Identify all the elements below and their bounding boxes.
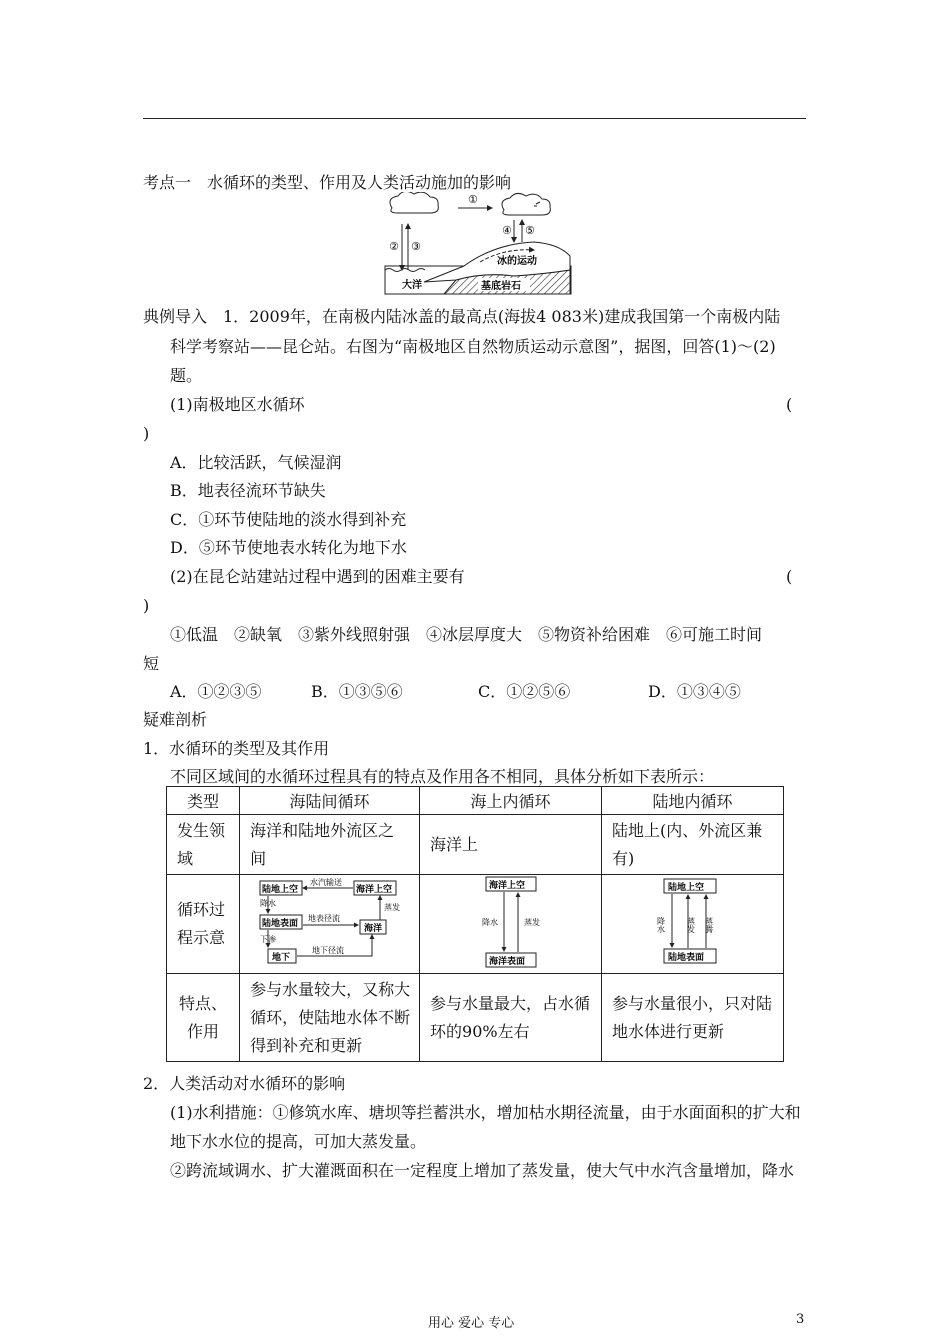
label-1: ① bbox=[468, 193, 478, 206]
q2-option-c: C．①②⑤⑥ bbox=[478, 682, 571, 701]
table-header: 海陆间循环 bbox=[240, 787, 420, 815]
q1-option-c: C．①环节使陆地的淡水得到补充 bbox=[170, 510, 407, 529]
answer-paren-close: ) bbox=[143, 424, 150, 443]
header-rule bbox=[143, 118, 806, 119]
svg-text:陆地表面: 陆地表面 bbox=[668, 953, 705, 963]
ocean-cycle-diagram bbox=[420, 875, 600, 969]
svg-text:下渗: 下渗 bbox=[260, 935, 277, 944]
page-number: 3 bbox=[796, 1312, 805, 1327]
table-cell: 参与水量很小，只对陆 地水体进行更新 bbox=[602, 974, 784, 1062]
table-cell: 陆地上(内、外流区兼 有) bbox=[602, 815, 784, 875]
table-header: 类型 bbox=[167, 787, 240, 815]
table-cell: 发生领 域 bbox=[167, 815, 240, 875]
svg-text:海洋: 海洋 bbox=[364, 924, 383, 934]
question-1-stem: (1)南极地区水循环 bbox=[170, 395, 305, 414]
answer-paren-close: ) bbox=[143, 596, 150, 615]
label-4: ④ bbox=[502, 224, 512, 237]
example-intro-line2: 科学考察站——昆仑站。右图为“南极地区自然物质运动示意图”，据图，回答(1)～(2) bbox=[170, 337, 776, 356]
example-intro-line3: 题。 bbox=[170, 366, 203, 385]
label-2: ② bbox=[389, 240, 399, 253]
table-cell bbox=[420, 875, 602, 974]
analysis-sub1-desc: 不同区域间的水循环过程具有的特点及作用各不相同，具体分析如下表所示： bbox=[170, 767, 715, 786]
footer-slogan: 用心 爱心 专心 bbox=[428, 1316, 515, 1331]
table-cell bbox=[602, 875, 784, 974]
table-row bbox=[167, 875, 784, 974]
table-cell: 海洋和陆地外流区之 间 bbox=[240, 815, 420, 875]
svg-text:降水: 降水 bbox=[482, 918, 499, 927]
svg-text:蒸发: 蒸发 bbox=[686, 917, 696, 933]
table-header: 海上内循环 bbox=[420, 787, 602, 815]
answer-paren-open: ( bbox=[786, 567, 793, 586]
table-cell: 参与水量较大，又称大 循环，使陆地水体不断 得到补充和更新 bbox=[240, 974, 420, 1062]
svg-text:陆地上空: 陆地上空 bbox=[668, 883, 705, 893]
q2-option-b: B．①③⑤⑥ bbox=[311, 682, 403, 701]
svg-text:海洋上空: 海洋上空 bbox=[356, 885, 393, 895]
svg-text:降水: 降水 bbox=[260, 899, 277, 908]
svg-text:海洋上空: 海洋上空 bbox=[489, 881, 526, 891]
table-cell: 循环过 程示意 bbox=[167, 875, 240, 974]
ice-motion-label: 冰的运动 bbox=[497, 256, 537, 267]
section-title: 考点一 水循环的类型、作用及人类活动施加的影响 bbox=[143, 173, 512, 192]
svg-text:海洋表面: 海洋表面 bbox=[489, 957, 526, 967]
label-5: ⑤ bbox=[525, 224, 535, 237]
label-3: ③ bbox=[411, 240, 421, 253]
paragraph-1-line1: (1)水利措施：①修筑水库、塘坝等拦蓄洪水，增加枯水期径流量，由于水面面积的扩大和 bbox=[170, 1103, 801, 1122]
cloud-right-icon bbox=[502, 193, 550, 215]
paragraph-2-line1: ②跨流域调水、扩大灌溉面积在一定程度上增加了蒸发量，使大气中水汽含量增加，降水 bbox=[170, 1161, 795, 1180]
table-row bbox=[167, 815, 784, 875]
svg-text:水汽输送: 水汽输送 bbox=[310, 878, 343, 887]
q2-option-d: D．①③④⑤ bbox=[648, 682, 741, 701]
q1-option-b: B．地表径流环节缺失 bbox=[170, 481, 326, 500]
table-cell: 参与水量最大，占水循 环的90%左右 bbox=[420, 974, 602, 1062]
table-row bbox=[167, 974, 784, 1062]
q2-option-a: A．①②③⑤ bbox=[170, 682, 262, 701]
ocean-label: 大洋 bbox=[402, 280, 422, 291]
table-cell: 特点、 作用 bbox=[167, 974, 240, 1062]
svg-text:地表径流: 地表径流 bbox=[308, 914, 341, 923]
svg-text:地下径流: 地下径流 bbox=[312, 946, 345, 955]
cloud-left-icon bbox=[390, 192, 438, 213]
svg-text:蒸腾: 蒸腾 bbox=[704, 917, 714, 933]
q2-items-line1: ①低温 ②缺氧 ③紫外线照射强 ④冰层厚度大 ⑤物资补给困难 ⑥可施工时间 bbox=[170, 625, 763, 644]
svg-text:降水: 降水 bbox=[656, 917, 666, 933]
question-2-stem: (2)在昆仑站建站过程中遇到的困难主要有 bbox=[170, 567, 465, 586]
analysis-sub1: 1．水循环的类型及其作用 bbox=[143, 739, 330, 758]
table-cell: 海洋上 bbox=[420, 815, 602, 875]
land-cycle-diagram bbox=[602, 875, 782, 969]
svg-text:陆地表面: 陆地表面 bbox=[262, 919, 299, 929]
table-header-row bbox=[167, 787, 784, 815]
bedrock-label: 基底岩石 bbox=[481, 281, 521, 292]
answer-paren-open: ( bbox=[786, 395, 793, 414]
svg-text:蒸发: 蒸发 bbox=[384, 903, 401, 912]
q1-option-d: D．⑤环节使地表水转化为地下水 bbox=[170, 538, 407, 557]
table-cell bbox=[240, 875, 420, 974]
antarctic-diagram bbox=[384, 192, 574, 296]
svg-text:陆地上空: 陆地上空 bbox=[262, 885, 299, 895]
analysis-sub2: 2．人类活动对水循环的影响 bbox=[143, 1074, 346, 1093]
svg-text:蒸发: 蒸发 bbox=[524, 918, 541, 927]
paragraph-1-line2: 地下水水位的提高，可加大蒸发量。 bbox=[170, 1132, 427, 1151]
table-header: 陆地内循环 bbox=[602, 787, 784, 815]
sea-land-cycle-diagram bbox=[240, 875, 418, 969]
example-intro-line1: 典例导入 1．2009年，在南极内陆冰盖的最高点(海拔4 083米)建成我国第一个南极内陆 bbox=[143, 307, 781, 326]
q2-items-line2: 短 bbox=[143, 654, 160, 673]
svg-text:地下: 地下 bbox=[272, 953, 291, 963]
analysis-heading: 疑难剖析 bbox=[143, 710, 208, 729]
q1-option-a: A．比较活跃，气候湿润 bbox=[170, 453, 342, 472]
cycle-table bbox=[166, 786, 784, 1062]
